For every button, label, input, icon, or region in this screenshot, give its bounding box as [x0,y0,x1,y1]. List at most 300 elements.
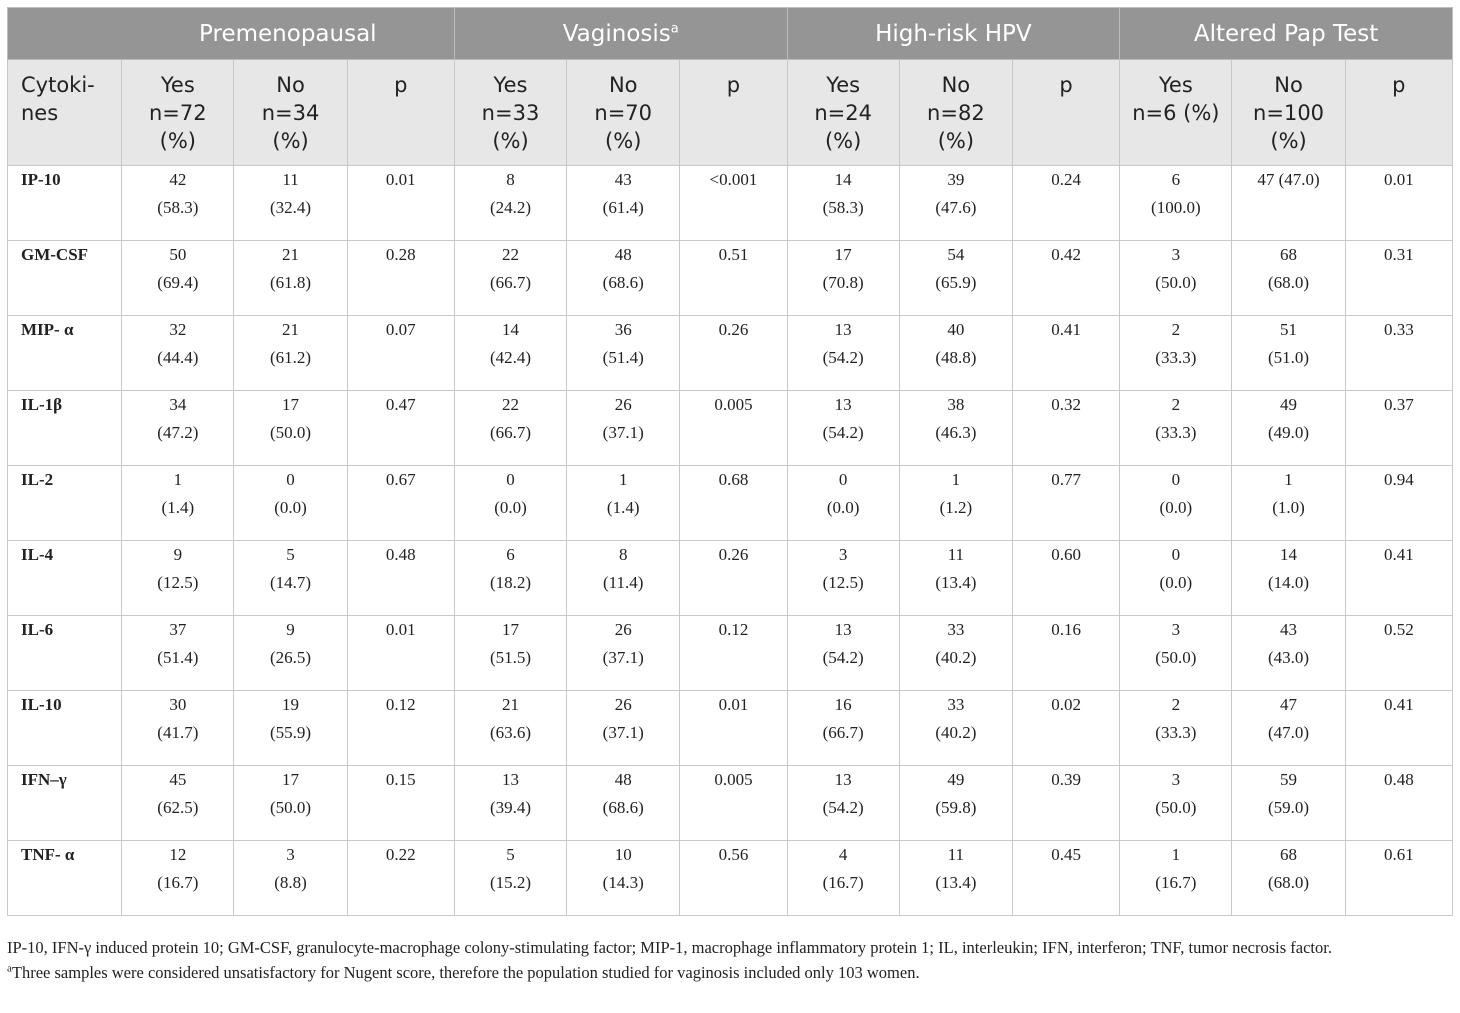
cell-value: 1 [173,470,183,489]
table-cell [122,841,234,916]
table-cell [234,541,347,616]
cell-value: (13.4) [935,873,977,892]
table-cell [1232,466,1345,541]
cell-value: (42.4) [489,348,532,367]
table-row [8,766,1453,841]
cell-value: (15.2) [489,873,532,892]
cell-value: 0.41 [1383,695,1414,714]
cell-value: (48.8) [935,348,977,367]
cell-value: (16.7) [822,873,864,892]
cell-value: 13 [834,770,852,789]
column-header-line: (%) [492,129,529,153]
cell-value: 0.22 [385,845,416,864]
cell-value: (47.0) [1268,723,1310,742]
cell-value: (13.4) [935,573,977,592]
cell-value: 0.45 [1051,845,1081,864]
table-cell [347,541,454,616]
table-cell [1120,841,1232,916]
cell-value: 0.26 [718,320,749,339]
table-cell [567,241,680,316]
cell-value: (50.0) [1155,798,1197,817]
cell-value: 68 [1280,845,1298,864]
table-cell [122,466,234,541]
column-header-line: Yes [493,73,528,97]
cell-value: 5 [286,545,295,564]
table-cell [1120,466,1232,541]
cell-value: (37.1) [602,423,644,442]
cell-value: 54 [947,245,965,264]
column-header-line: (%) [159,129,196,153]
cell-value: (43.0) [1268,648,1310,667]
cell-value: 0.01 [718,695,749,714]
cell-value: (1.4) [161,498,195,517]
table-cell [1012,466,1119,541]
table-row [8,316,1453,391]
table-cell [1012,541,1119,616]
cell-value: (68.0) [1268,873,1310,892]
cell-value: (33.3) [1155,723,1197,742]
table-cell [1012,391,1119,466]
cytokine-name: GM-CSF [8,241,122,316]
table-cell [680,541,787,616]
table-cell [567,466,680,541]
table-cell [454,691,566,766]
cell-value: 0.67 [385,470,416,489]
cell-value: (54.2) [822,423,864,442]
cell-value: 16 [834,695,852,714]
cell-value: 2 [1171,395,1181,414]
cell-value: 68 [1280,245,1298,264]
cell-value: (54.2) [822,648,864,667]
table-cell [899,316,1012,391]
cell-value: 8 [618,545,628,564]
table-cell [680,691,787,766]
cell-value: 1 [951,470,961,489]
table-cell [122,166,234,241]
group-header-altered-pap-test: Altered Pap Test [1120,8,1453,60]
cell-value: (59.0) [1268,798,1310,817]
cell-value: 0.94 [1383,470,1414,489]
cell-value: 3 [1171,770,1181,789]
table-cell [122,316,234,391]
table-cell [1012,616,1119,691]
cell-value: (59.8) [935,798,977,817]
cell-value: 0.48 [1383,770,1414,789]
cell-value: (50.0) [270,423,312,442]
cell-value: 13 [834,620,852,639]
table-cell [234,316,347,391]
table-cell [899,466,1012,541]
column-header [680,60,787,166]
column-header-line: n=6 (%) [1132,101,1220,125]
cell-value: (62.5) [157,798,199,817]
cell-value: (26.5) [270,648,312,667]
cell-value: (63.6) [489,723,532,742]
cell-value: (33.3) [1155,423,1197,442]
table-cell [1345,466,1452,541]
cell-value: 26 [614,395,632,414]
cell-value: (14.0) [1268,573,1310,592]
cell-value: 0.31 [1383,245,1414,264]
column-header [1012,60,1119,166]
cell-value: (1.2) [939,498,973,517]
footnote-a [7,960,1453,985]
cell-value: 40 [947,320,965,339]
table-cell [787,766,899,841]
cell-value: (50.0) [1155,648,1197,667]
abbreviations-note: IP-10, IFN-γ induced protein 10; GM-CSF, granulocyte-macrophage colony-stimulating factor; MIP-1, macrophage inflammatory protein 1; IL, interleukin; IFN, interferon; TNF, tumor necrosis factor. [7,938,1332,957]
column-header-line: n=33 [481,101,540,125]
column-header [1120,60,1232,166]
cell-value: 0.02 [1051,695,1081,714]
cell-value: (70.8) [822,273,864,292]
cell-value: 17 [834,245,852,264]
cell-value: 0.005 [714,770,753,789]
cell-value: (0.0) [494,498,527,517]
cell-value: (47.2) [157,423,199,442]
cell-value: (0.0) [1159,498,1193,517]
cell-value: 21 [282,320,300,339]
table-cell [122,391,234,466]
table-cell [567,316,680,391]
table-cell [787,841,899,916]
column-header-line: p [1059,73,1073,97]
table-cell [1012,691,1119,766]
table-cell [899,241,1012,316]
table-cell [1232,241,1345,316]
table-cell [1232,766,1345,841]
cell-value: 0.26 [718,545,749,564]
table-cell [234,841,347,916]
cell-value: 33 [947,620,965,639]
table-cell [234,391,347,466]
table-cell [454,316,566,391]
table-cell [1232,316,1345,391]
cell-value: 11 [947,545,965,564]
cell-value: 36 [614,320,632,339]
cell-value: 13 [834,395,852,414]
table-cell [1012,766,1119,841]
cell-value: 0.12 [718,620,749,639]
table-cell [454,841,566,916]
table-cell [1232,166,1345,241]
cell-value: 0 [838,470,848,489]
cell-value: 0.01 [385,620,416,639]
cell-value: (61.2) [270,348,312,367]
cell-value: 21 [282,245,300,264]
cytokine-name: IL-1β [8,391,122,466]
cell-value: (68.6) [602,273,644,292]
table-cell [347,316,454,391]
column-header [899,60,1012,166]
cell-value: (46.3) [935,423,977,442]
cell-value: 34 [169,395,187,414]
column-header-line: p [394,73,408,97]
cell-value: 0 [1171,545,1181,564]
cell-value: (66.7) [822,723,864,742]
cell-value: (18.2) [489,573,532,592]
cell-value: (65.9) [935,273,977,292]
column-header-line: Yes [160,73,195,97]
cell-value: (14.3) [602,873,644,892]
table-cell [454,166,566,241]
column-header-line: (%) [937,129,975,153]
cell-value: 0.15 [385,770,416,789]
cell-value: (68.0) [1268,273,1310,292]
cell-value: (8.8) [274,873,307,892]
cytokine-name: IL-10 [8,691,122,766]
cytokine-name: MIP- α [8,316,122,391]
cell-value: (33.3) [1155,348,1197,367]
cell-value: (37.1) [602,648,644,667]
cell-value: 0.48 [385,545,416,564]
column-header [1345,60,1452,166]
cell-value: (16.7) [1155,873,1197,892]
column-header-line: n=82 [927,101,985,125]
table-cell [454,466,566,541]
cell-value: 47 [1280,695,1298,714]
cell-value: 9 [173,545,183,564]
cell-value: (39.4) [489,798,532,817]
column-header-line: Yes [826,73,861,97]
column-header-line: p [726,73,741,97]
table-cell [1120,691,1232,766]
table-cell [680,241,787,316]
table-cell [1345,841,1452,916]
table-cell [454,616,566,691]
column-header [234,60,347,166]
cell-value: (16.7) [157,873,199,892]
table-cell [1232,616,1345,691]
table-cell [567,616,680,691]
table-cell [234,241,347,316]
cell-value: (61.8) [270,273,312,292]
cytokine-name: IFN–γ [8,766,122,841]
cell-value: 14 [834,170,852,189]
cell-value: 14 [1280,545,1298,564]
column-header-line: No [608,73,638,97]
cytokine-name: IL-4 [8,541,122,616]
column-header-line: No [1274,73,1303,97]
table-cell [899,841,1012,916]
table-cell [567,391,680,466]
column-header [347,60,454,166]
group-header-vaginosis: Vaginosis$^a$ [454,8,787,60]
table-cell [234,691,347,766]
table-cell [567,166,680,241]
table-cell [122,616,234,691]
table-cell [347,241,454,316]
table-cell [234,616,347,691]
table-cell [899,391,1012,466]
cell-value: (49.0) [1268,423,1310,442]
table-cell [1120,316,1232,391]
cell-value: (54.2) [822,798,864,817]
column-header-line: (%) [605,129,642,153]
table-cell [567,766,680,841]
cell-value: (0.0) [274,498,307,517]
table-cell [787,391,899,466]
table-row [8,691,1453,766]
cell-value: 8 [506,170,515,189]
cell-value: 13 [502,770,519,789]
cell-value: 6 [1171,170,1181,189]
table-cell [680,466,787,541]
cell-value: (1.0) [1272,498,1305,517]
group-header-row [8,8,1453,60]
cell-value: 0.32 [1051,395,1081,414]
table-cell [1345,616,1452,691]
cell-value: 0 [286,470,295,489]
cytokine-name: TNF- α [8,841,122,916]
table-cell [1012,841,1119,916]
cell-value: 3 [286,845,295,864]
cell-value: (41.7) [157,723,199,742]
table-cell [1232,841,1345,916]
cell-value: (12.5) [822,573,864,592]
cell-value: 2 [1171,695,1181,714]
table-cell [787,616,899,691]
table-cell [680,616,787,691]
table-row [8,616,1453,691]
cell-value: 43 [1280,620,1298,639]
column-header-line: n=34 [261,101,320,125]
cytokines-column-header [8,60,122,166]
column-header-line: Yes [1158,73,1193,97]
table-row [8,466,1453,541]
cell-value: 4 [838,845,848,864]
cell-value: (51.4) [602,348,644,367]
cell-value: 1 [1171,845,1181,864]
cell-value: 30 [169,695,187,714]
cell-value: 3 [1171,620,1181,639]
cell-value: 19 [282,695,300,714]
table-cell [899,766,1012,841]
column-header-line: (%) [272,129,309,153]
cell-value: (1.4) [606,498,640,517]
table-cell [122,241,234,316]
cytokine-name: IL-6 [8,616,122,691]
table-cell [567,541,680,616]
column-header-line: p [1392,73,1406,97]
table-cell [347,466,454,541]
table-row [8,841,1453,916]
cell-value: 0.16 [1051,620,1081,639]
table-cell [454,241,566,316]
cell-value: 43 [614,170,632,189]
cell-value: 47 (47.0) [1257,170,1320,189]
column-header [1232,60,1345,166]
table-row [8,541,1453,616]
table-cell [347,841,454,916]
cell-value: 10 [614,845,632,864]
cell-value: 14 [502,320,519,339]
cell-value: 50 [169,245,187,264]
table-cell [454,391,566,466]
column-header-line: n=24 [814,101,872,125]
table-cell [454,766,566,841]
cell-value: 42 [169,170,187,189]
table-cell [347,691,454,766]
cell-value: 0.68 [718,470,749,489]
table-cell [347,766,454,841]
column-header [787,60,899,166]
cell-value: (40.2) [935,723,977,742]
table-cell [1345,166,1452,241]
cytokine-name: IL-2 [8,466,122,541]
cell-value: 26 [614,695,632,714]
cell-value: 33 [947,695,965,714]
cell-value: (66.7) [489,273,532,292]
cell-value: 59 [1280,770,1298,789]
cell-value: 11 [947,845,965,864]
cell-value: (44.4) [157,348,199,367]
cell-value: (14.7) [270,573,312,592]
column-header-line: No [276,73,305,97]
table-row [8,241,1453,316]
table-cell [454,541,566,616]
table-cell [1120,391,1232,466]
cell-value: 0.33 [1383,320,1414,339]
cell-value: (58.3) [157,198,199,217]
table-cell [1232,391,1345,466]
cell-value: (32.4) [270,198,312,217]
cell-value: 2 [1171,320,1181,339]
table-cell [1120,766,1232,841]
column-header-line: n=72 [149,101,207,125]
cell-value: 0.61 [1383,845,1414,864]
cell-value: 0.60 [1051,545,1081,564]
column-header [567,60,680,166]
cell-value: 0.47 [385,395,416,414]
group-header-high-risk-hpv: High-risk HPV [787,8,1120,60]
table-cell [1120,541,1232,616]
cell-value: 9 [286,620,295,639]
cell-value: (55.9) [270,723,312,742]
column-header [454,60,566,166]
table-cell [787,466,899,541]
cell-value: 0.24 [1051,170,1081,189]
table-cell [1232,541,1345,616]
cell-value: 0.52 [1383,620,1414,639]
cell-value: 17 [282,395,300,414]
cell-value: 0.01 [385,170,416,189]
cell-value: (12.5) [157,573,199,592]
table-cell [122,691,234,766]
cell-value: (68.6) [602,798,644,817]
table-body [8,166,1453,916]
cell-value: 11 [282,170,299,189]
table-cell [1345,316,1452,391]
footnote-a-text: Three samples were considered unsatisfactory for Nugent score, therefore the population studied for vaginosis included only 103 women. [11,963,920,982]
cell-value: 49 [1280,395,1298,414]
cell-value: 0 [1171,470,1181,489]
table-row [8,391,1453,466]
column-header-line: n=70 [594,101,653,125]
table-cell [1120,166,1232,241]
cell-value: 0.01 [1383,170,1414,189]
table-cell [1232,691,1345,766]
cell-value: (24.2) [489,198,532,217]
table-cell [899,541,1012,616]
table-cell [680,841,787,916]
cell-value: (0.0) [826,498,860,517]
table-cell [122,766,234,841]
cell-value: 0.07 [385,320,416,339]
cell-value: 49 [947,770,965,789]
cell-value: (58.3) [822,198,864,217]
cell-value: (0.0) [1159,573,1193,592]
